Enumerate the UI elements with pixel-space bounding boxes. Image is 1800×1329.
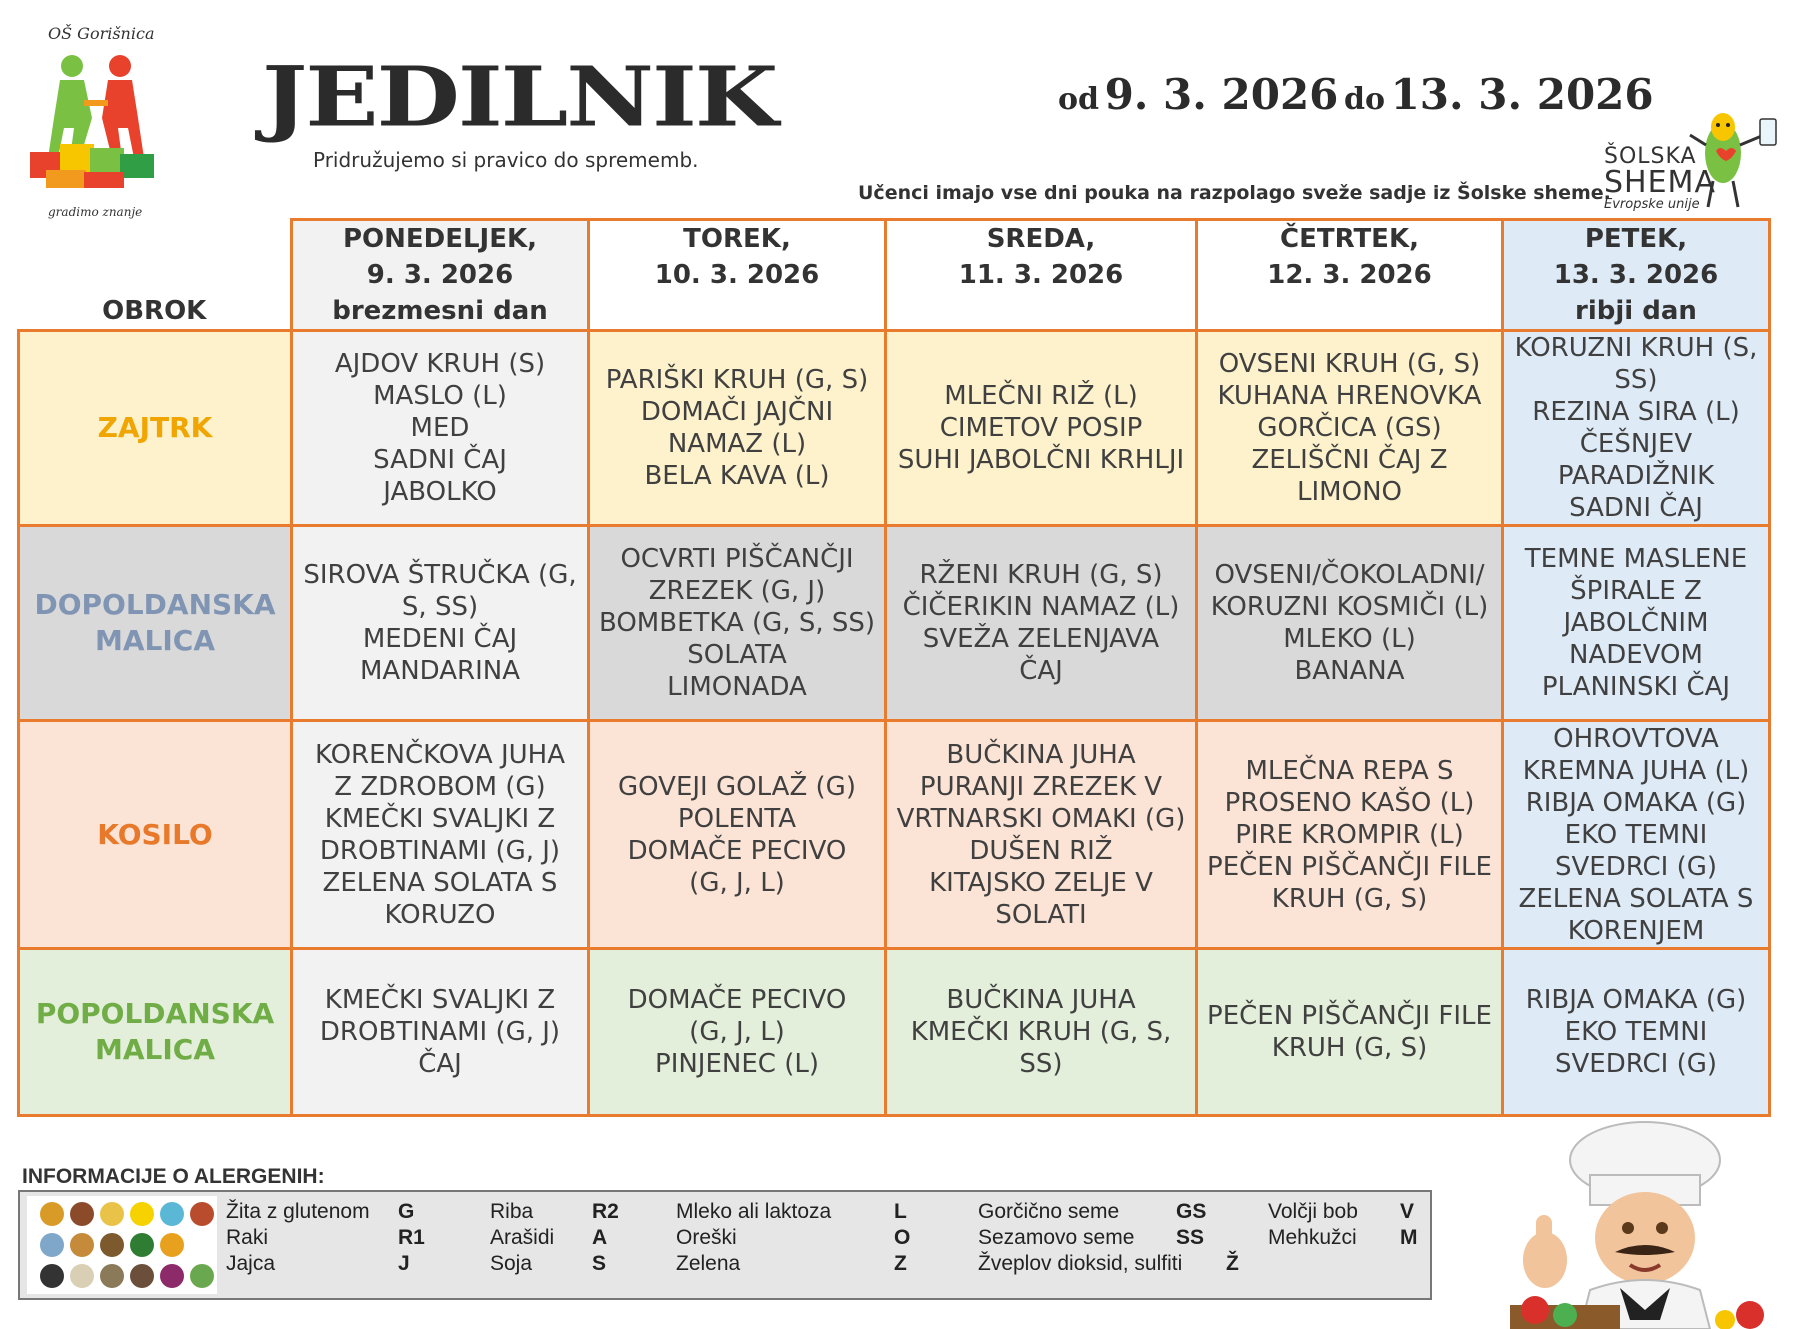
menu-item-line: ZELENA SOLATA S <box>1518 883 1754 914</box>
allergen-name: Mleko ali laktoza <box>676 1200 832 1223</box>
menu-item-line: BOMBETKA (G, S, SS) <box>598 608 876 638</box>
menu-cell <box>1197 721 1503 949</box>
menu-item-line: EKO TEMNI <box>1564 819 1708 850</box>
menu-item-line: KREMNA JUHA (L) <box>1522 755 1750 786</box>
date-to-label: do <box>1344 82 1385 117</box>
menu-item-line: VRTNARSKI OMAKI (G) <box>896 803 1186 834</box>
menu-item-line: DOMAČE PECIVO <box>627 985 847 1015</box>
menu-item-line: MLEKO (L) <box>1283 624 1416 654</box>
menu-cell <box>292 526 589 721</box>
menu-item-line: LIMONADA <box>667 672 807 702</box>
allergen-name: Riba <box>490 1200 534 1223</box>
allergen-code: SS <box>1176 1226 1205 1249</box>
menu-item-line: Z ZDROBOM (G) <box>334 771 546 802</box>
allergen-code: S <box>592 1252 607 1275</box>
meal-row-kosilo <box>19 721 1770 949</box>
menu-cell <box>292 721 589 949</box>
menu-cell <box>1197 331 1503 526</box>
menu-item-line: KORUZO <box>384 899 496 930</box>
page-title: JEDILNIK <box>262 48 777 146</box>
menu-item-line: KMEČKI SVALJKI Z <box>324 803 556 834</box>
menu-item-line: KUHANA HRENOVKA <box>1217 381 1482 411</box>
menu-cell <box>1197 526 1503 721</box>
menu-item-line: PARADIŽNIK <box>1557 461 1715 491</box>
menu-item-line: KMEČKI SVALJKI Z <box>324 985 556 1015</box>
menu-item-line: TEMNE MASLENE <box>1524 544 1748 574</box>
day-date: 12. 3. 2026 <box>1267 260 1432 290</box>
allergen-code: G <box>398 1200 415 1223</box>
menu-item-line: ZREZEK (G, J) <box>648 576 826 606</box>
menu-item-line: KITAJSKO ZELJE V <box>929 867 1153 898</box>
menu-item-line: SADNI ČAJ <box>1569 493 1703 523</box>
allergen-code: R1 <box>398 1226 425 1249</box>
school-scheme-logo <box>1604 146 1716 211</box>
menu-item-line: MASLO (L) <box>373 381 507 411</box>
menu-item-line: DROBTINAMI (G, J) <box>319 835 561 866</box>
date-to: 13. 3. 2026 <box>1390 70 1654 119</box>
menu-cell <box>886 526 1197 721</box>
day-date: 13. 3. 2026 <box>1553 260 1719 290</box>
day-note <box>594 293 880 329</box>
menu-item-line: KRUH (G, S) <box>1271 1033 1428 1063</box>
menu-item-line: KORENČKOVA JUHA <box>314 739 566 770</box>
menu-cell <box>292 331 589 526</box>
school-motto: gradimo znanje <box>48 205 143 219</box>
shema-line3: Evropske unije <box>1604 197 1700 212</box>
menu-item-line: PARIŠKI KRUH (G, S) <box>605 365 869 395</box>
day-name: ČETRTEK, <box>1280 224 1419 254</box>
menu-item-line: BANANA <box>1294 656 1405 686</box>
day-name: TOREK, <box>683 224 791 254</box>
menu-item-line: RIBJA OMAKA (G) <box>1525 787 1747 818</box>
menu-cell <box>1503 331 1770 526</box>
menu-item-line: BUČKINA JUHA <box>946 985 1136 1015</box>
allergen-name: Sezamovo seme <box>978 1226 1135 1249</box>
allergen-name: Zelena <box>676 1252 741 1275</box>
menu-item-line: NADEVOM <box>1569 640 1703 670</box>
menu-item-line: SIROVA ŠTRUČKA (G, <box>303 560 577 590</box>
menu-item-line: ČAJ <box>418 1049 462 1079</box>
allergen-icons <box>27 1196 217 1294</box>
menu-item-line: SUHI JABOLČNI KRHLJI <box>897 445 1185 475</box>
menu-item-line: PURANJI ZREZEK V <box>919 771 1163 802</box>
menu-item-line: KORUZNI KRUH (S, <box>1514 333 1758 363</box>
menu-cell <box>886 721 1197 949</box>
allergen-name: Jajca <box>226 1252 276 1275</box>
menu-item-line: (G, J, L) <box>689 1017 785 1047</box>
menu-item-line: GORČICA (GS) <box>1257 413 1442 443</box>
menu-item-line: BELA KAVA (L) <box>644 461 830 491</box>
menu-item-line: PLANINSKI ČAJ <box>1541 672 1731 702</box>
allergen-name: Arašidi <box>490 1226 555 1249</box>
allergen-code: GS <box>1176 1200 1207 1223</box>
menu-item-line: SS) <box>1614 365 1658 395</box>
date-from: 9. 3. 2026 <box>1104 70 1339 119</box>
menu-item-line: KORENJEM <box>1567 915 1705 946</box>
menu-item-line: SADNI ČAJ <box>373 445 507 475</box>
menu-item-line: BUČKINA JUHA <box>946 739 1136 770</box>
menu-item-line: EKO TEMNI <box>1564 1017 1708 1047</box>
meal-row-zajtrk <box>19 331 1770 526</box>
day-name: PONEDELJEK, <box>342 224 538 254</box>
day-date: 11. 3. 2026 <box>958 260 1124 290</box>
menu-item-line: OVSENI KRUH (G, S) <box>1218 349 1481 379</box>
menu-cell <box>886 949 1197 1116</box>
meal-row-popoldanska-malica <box>19 949 1770 1116</box>
meal-label-zajtrk: ZAJTRK <box>19 331 292 526</box>
day-date: 10. 3. 2026 <box>654 260 820 290</box>
menu-item-line: CIMETOV POSIP <box>939 413 1143 443</box>
menu-item-line: PIRE KROMPIR (L) <box>1235 819 1464 850</box>
menu-item-line: PROSENO KAŠO (L) <box>1224 787 1475 818</box>
meal-label-dopoldanska-malica <box>19 526 292 721</box>
menu-cell <box>1197 949 1503 1116</box>
menu-item-line: REZINA SIRA (L) <box>1532 397 1740 427</box>
allergen-name: Gorčično seme <box>978 1200 1120 1223</box>
allergen-title: INFORMACIJE O ALERGENIH: <box>22 1165 325 1188</box>
allergen-name: Žita z glutenom <box>226 1200 370 1223</box>
menu-item-line: ČIČERIKIN NAMAZ (L) <box>902 592 1180 622</box>
menu-item-line: JABOLKO <box>383 477 497 507</box>
allergen-name: Raki <box>226 1226 269 1249</box>
menu-item-line: S, SS) <box>401 592 479 622</box>
menu-item-line: MED <box>410 413 470 443</box>
menu-item-line: AJDOV KRUH (S) <box>334 349 546 379</box>
menu-item-line: SVEŽA ZELENJAVA <box>922 624 1160 654</box>
meal-label-line: MALICA <box>94 1033 215 1066</box>
shema-line2: SHEMA <box>1604 165 1716 200</box>
menu-item-line: ZELIŠČNI ČAJ Z <box>1251 445 1448 475</box>
subtitle: Pridružujemo si pravico do sprememb. <box>313 148 699 172</box>
day-note <box>891 293 1191 329</box>
day-note: brezmesni dan <box>332 296 548 326</box>
menu-item-line: JABOLČNIM <box>1563 608 1709 638</box>
menu-item-line: LIMONO <box>1297 477 1402 507</box>
menu-item-line: KMEČKI KRUH (G, S, <box>910 1017 1172 1047</box>
menu-item-line: DOMAČI JAJČNI <box>640 397 834 427</box>
allergen-code: O <box>894 1226 911 1249</box>
menu-item-line: PEČEN PIŠČANČJI FILE <box>1207 1001 1492 1031</box>
menu-cell <box>292 949 589 1116</box>
allergen-code: Z <box>894 1252 907 1275</box>
menu-item-line: SOLATA <box>687 640 787 670</box>
menu-item-line: MLEČNI RIŽ (L) <box>944 381 1138 411</box>
day-note: ribji dan <box>1575 296 1697 326</box>
allergen-code: V <box>1400 1200 1415 1223</box>
menu-item-line: POLENTA <box>677 803 797 834</box>
menu-item-line: NAMAZ (L) <box>667 429 807 459</box>
date-from-label: od <box>1058 82 1099 117</box>
allergen-code: R2 <box>592 1200 619 1223</box>
menu-item-line: PINJENEC (L) <box>655 1049 819 1079</box>
menu-item-line: MANDARINA <box>360 656 520 686</box>
allergen-name: Oreški <box>676 1226 737 1249</box>
menu-item-line: DUŠEN RIŽ <box>969 835 1113 866</box>
school-logo-icon <box>20 48 170 198</box>
menu-cell <box>1503 949 1770 1116</box>
menu-cell <box>589 721 886 949</box>
menu-item-line: DROBTINAMI (G, J) <box>319 1017 561 1047</box>
menu-cell <box>1503 526 1770 721</box>
allergen-code: A <box>592 1226 608 1249</box>
menu-item-line: SVEDRCI (G) <box>1554 851 1718 882</box>
day-header-wednesday <box>886 220 1197 331</box>
allergen-name: Volčji bob <box>1268 1200 1358 1223</box>
day-name: PETEK, <box>1584 224 1688 254</box>
menu-cell <box>886 331 1197 526</box>
menu-item-line: (G, J, L) <box>689 867 785 898</box>
menu-cell <box>589 526 886 721</box>
menu-item-line: PEČEN PIŠČANČJI FILE <box>1207 851 1492 882</box>
menu-item-line: OHROVTOVA <box>1553 723 1719 754</box>
day-header-row <box>19 220 1770 331</box>
menu-item-line: SVEDRCI (G) <box>1554 1049 1718 1079</box>
allergen-code: L <box>894 1200 907 1223</box>
menu-item-line: DOMAČE PECIVO <box>627 835 847 866</box>
allergen-name: Žveplov dioksid, sulfiti <box>978 1252 1183 1275</box>
menu-item-line: ZELENA SOLATA S <box>322 867 558 898</box>
menu-table <box>17 218 1771 1117</box>
menu-item-line: RIBJA OMAKA (G) <box>1525 985 1747 1015</box>
menu-item-line: OVSENI/ČOKOLADNI/ <box>1214 560 1485 590</box>
menu-item-line: ŠPIRALE Z <box>1570 576 1702 606</box>
meal-label-line: POPOLDANSKA <box>35 997 275 1030</box>
allergen-code: J <box>398 1252 410 1275</box>
meal-label-kosilo: KOSILO <box>19 721 292 949</box>
chef-illustration-icon <box>1490 1120 1800 1329</box>
school-name: OŠ Gorišnica <box>48 24 155 43</box>
allergen-name: Mehkužci <box>1268 1226 1357 1249</box>
menu-item-line: SS) <box>1019 1049 1063 1079</box>
meal-label-line: DOPOLDANSKA <box>34 588 276 621</box>
shema-line1: ŠOLSKA <box>1604 144 1697 169</box>
day-header-thursday <box>1197 220 1503 331</box>
allergen-code: M <box>1400 1226 1418 1249</box>
day-header-tuesday <box>589 220 886 331</box>
menu-item-line: KORUZNI KOSMIČI (L) <box>1210 592 1489 622</box>
menu-item-line: SOLATI <box>995 899 1087 930</box>
menu-item-line: ČAJ <box>1019 656 1063 686</box>
date-range <box>1058 70 1654 119</box>
day-header-monday <box>292 220 589 331</box>
day-name: SREDA, <box>986 224 1096 254</box>
allergen-icon-grid-icon <box>40 1202 214 1288</box>
meal-row-dopoldanska-malica <box>19 526 1770 721</box>
menu-item-line: MLEČNA REPA S <box>1245 755 1454 786</box>
menu-item-line: KRUH (G, S) <box>1271 883 1428 914</box>
fruit-note: Učenci imajo vse dni pouka na razpolago sveže sadje iz Šolske sheme. <box>858 182 1611 204</box>
menu-cell <box>1503 721 1770 949</box>
day-header-friday <box>1503 220 1770 331</box>
meal-column-header: OBROK <box>19 220 292 331</box>
menu-item-line: ČEŠNJEV <box>1579 429 1693 459</box>
menu-cell <box>589 331 886 526</box>
menu-cell <box>589 949 886 1116</box>
allergen-name: Soja <box>490 1252 533 1275</box>
day-date: 9. 3. 2026 <box>366 260 514 290</box>
day-note <box>1202 293 1497 329</box>
allergen-code: Ž <box>1226 1252 1239 1275</box>
menu-item-line: OCVRTI PIŠČANČJI <box>620 544 854 574</box>
meal-label-line: MALICA <box>94 624 215 657</box>
meal-label-popoldanska-malica <box>19 949 292 1116</box>
menu-item-line: RŽENI KRUH (G, S) <box>919 560 1163 590</box>
menu-item-line: GOVEJI GOLAŽ (G) <box>618 771 856 802</box>
menu-item-line: MEDENI ČAJ <box>362 624 518 654</box>
